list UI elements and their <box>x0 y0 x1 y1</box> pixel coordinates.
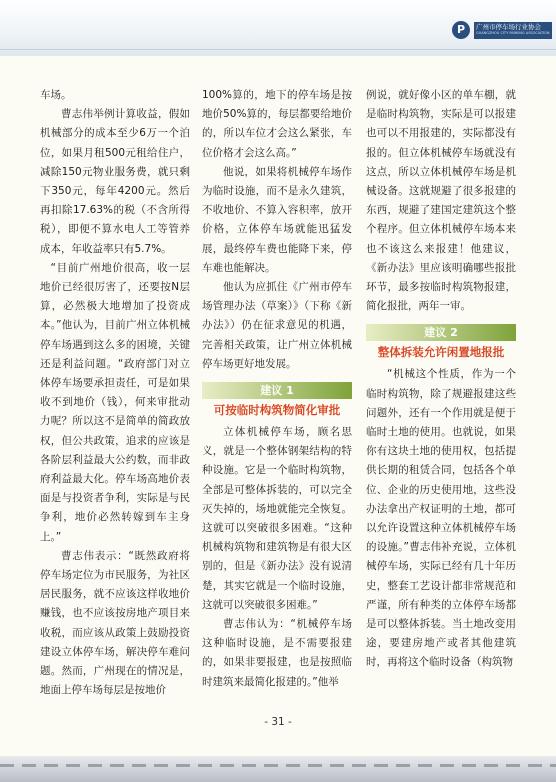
footer-pattern <box>0 764 556 767</box>
paragraph: 曹志伟表示：“既然政府将停车场定位为市民服务，为社区居民服务，就不应该这样收地价赚钱，也不应该按房地产项目来收税，而应该从政策上鼓励投资建设立体停车场，解决停车难问题。然而，广州现在的情况是，地面上停车场每层是按地价 <box>40 549 190 697</box>
paragraph: 他认为应抓住《广州市停车场管理办法（草案）》（下称《新办法》）仍在征求意见的机遇，完善相关政策，让广州立体机械停车场更好地发展。 <box>202 281 352 370</box>
page-number: - 31 - <box>264 716 292 728</box>
paragraph: “机械这个性质，作为一个临时构筑物，除了规避报建这些问题外，还有一个作用就是便于临时土地的使用。也就说，如果你有这块土地的使用权，包括提供长期的租赁合同，包括各个单位、企业的历史使用地，这些没办法拿出产权证明的土地，都可以允许设置这种立体机械停车场的设施。”曹志伟补充说，立体机械停车场，实际已经有几十年历史，整套工艺设计都非常规范和严谨，所有种类的立体停车场都是可以整体拆装。当土地改变用途，要建房地产或者其他建筑时，再将这个临时设备（构筑物 <box>366 368 516 669</box>
association-name-en: GUANGZHOU CITY PARKING ASSOCIATION <box>476 31 550 35</box>
column-2 <box>202 86 352 692</box>
suggestion-2-title: 整体拆装允许闲置地报批 <box>377 345 505 360</box>
header-bar <box>0 0 556 56</box>
paragraph: 曹志伟认为：“机械停车场这种临时设施，是不需要报建的，如果非要报建，也是按照临时建筑来最简化报建的。”他举 <box>202 618 352 688</box>
parking-logo-icon: P <box>452 21 470 39</box>
suggestion-1-label: 建议 1 <box>202 382 352 399</box>
paragraph: 100%算的，地下的停车场是按地价50%算的，每层都要给地价的，所以车位才会这么紧张，车位价格才会这么高。” <box>202 89 352 159</box>
header-divider <box>0 49 556 50</box>
association-name: 广州市停车场行业协会 <box>476 23 541 31</box>
suggestion-1-title: 可按临时构筑物简化审批 <box>213 403 341 418</box>
column-3 <box>366 86 516 673</box>
suggestion-2-label: 建议 2 <box>366 324 516 341</box>
paragraph: 曹志伟举例计算收益，假如机械部分的成本至少6万一个泊位，如果月租500元租给住户，减除150元物业服务费，就只剩下350元，每年4200元。然后再扣除17.63%的税（不含所得税），即便不算水电人工等管养成本，年收益率只有5.7%。 <box>40 108 190 255</box>
paragraph: 立体机械停车场，顾名思义，就是一个整体钢架结构的特种设施。它是一个临时构筑物，全部是可整体拆装的，可以完全灭失掉的，场地就能完全恢复。这就可以突破很多困难。“这种机械构筑物和建筑物是有很大区别的，但是《新办法》没有说清楚，其实它就是一个临时设施，这就可以突破很多困难。” <box>202 426 352 611</box>
column-1 <box>40 86 190 701</box>
footer-strip <box>0 756 556 782</box>
paragraph: 例说，就好像小区的单车棚，就是临时构筑物，实际是可以报建也可以不用报建的，实际都没有报的。但立体机械停车场就没有这点，所以立体机械停车场是机械设备。这就规避了很多报建的东西，规避了建国定建筑这个整个程序。但立体机械停车场本来也不该这么来报建！他建议，《新办法》里应该明确哪些报批环节，最多按临时构筑物报建，简化报批，两年一审。 <box>366 89 516 313</box>
paragraph: “目前广州地价很高，收一层地价已经很厉害了，还要按N层算，必然极大地增加了投资成本。”他认为，目前广州立体机械停车场遇到这么多的困境，关键还是利益问题。“政府部门对立体停车场要承担责任，可是如果收不到地价（钱），何来审批动力呢？所以这不是简单的简政放权，但公共政策，追求的应该是各阶层利益最大公约数，而非政府利益最大化。停车场高地价表面是与投资者争利，实际是与民争利，地价必然转嫁到车主身上。” <box>40 261 190 543</box>
association-banner <box>474 22 552 39</box>
paragraph: 他说，如果将机械停车场作为临时设施，而不是永久建筑，不收地价、不算入容积率，放开价格，立体停车场就能迅猛发展，最终停车费也能降下来，停车难也能解决。 <box>202 165 352 274</box>
paragraph: 车场。 <box>40 89 72 101</box>
